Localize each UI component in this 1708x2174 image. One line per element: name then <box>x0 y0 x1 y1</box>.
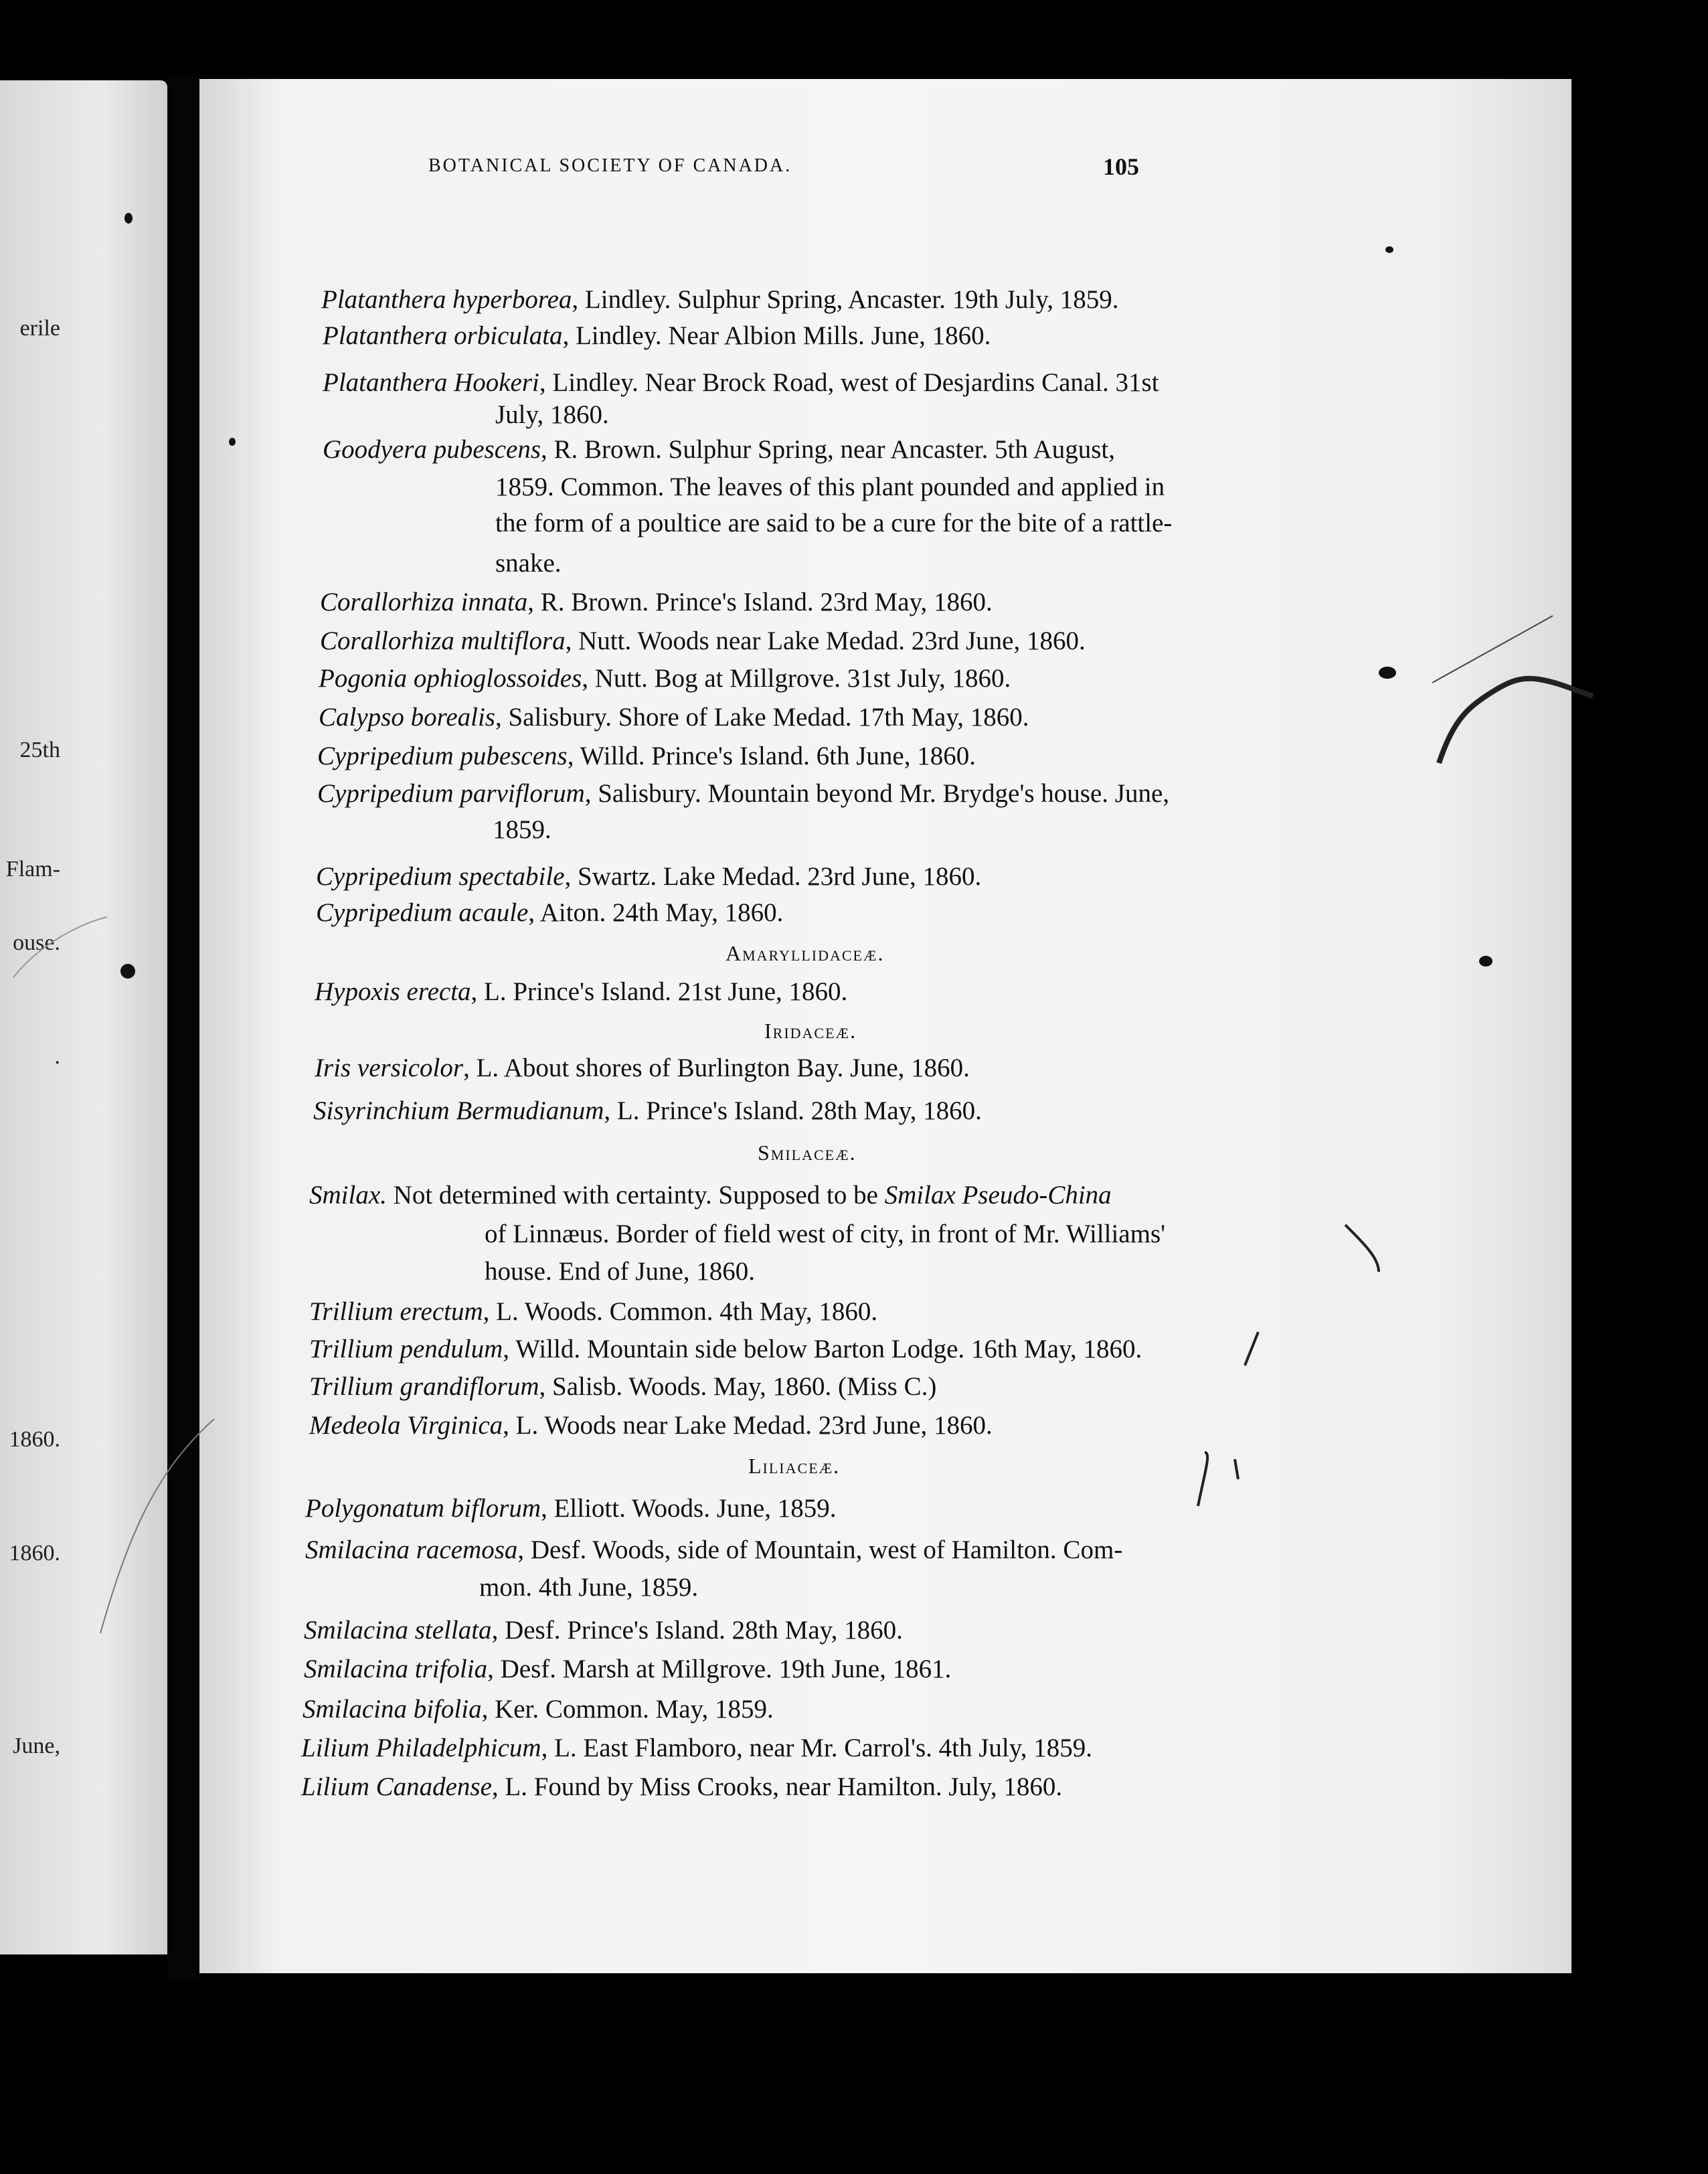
left-fragment: 1860. <box>9 1541 60 1566</box>
species-name: Hypoxis erecta <box>315 977 471 1006</box>
species-name: Trillium pendulum <box>309 1335 503 1363</box>
species-name: Lilium Canadense <box>301 1772 492 1801</box>
species-name: Platanthera orbiculata <box>323 321 563 350</box>
pen-mark-tick <box>1198 1452 1238 1506</box>
pen-mark-check <box>1345 1225 1379 1272</box>
species-name: Platanthera hyperborea <box>321 285 572 314</box>
left-fragment: ouse. <box>13 930 60 955</box>
species-name: Platanthera Hookeri <box>323 368 539 397</box>
entry-line: Cypripedium pubescens, Willd. Prince's Island. 6th June, 1860. <box>317 742 976 770</box>
entry-line: Calypso borealis, Salisbury. Shore of Lake Medad. 17th May, 1860. <box>319 703 1029 732</box>
entry-continuation: of Linnæus. Border of field west of city, in front of Mr. Williams' <box>485 1220 1166 1248</box>
entry-line: Trillium erectum, L. Woods. Common. 4th May, 1860. <box>309 1297 878 1326</box>
page-number: 105 <box>1103 153 1139 180</box>
running-head: BOTANICAL SOCIETY OF CANADA. <box>428 155 792 176</box>
entry-continuation: 1859. Common. The leaves of this plant pounded and applied in <box>495 473 1165 501</box>
left-fragment: erile <box>19 316 60 341</box>
entry-line: Pogonia ophioglossoides, Nutt. Bog at Millgrove. 31st July, 1860. <box>319 664 1011 693</box>
pen-mark-left-2 <box>13 917 107 977</box>
entry-line: Goodyera pubescens, R. Brown. Sulphur Spring, near Ancaster. 5th August, <box>323 435 1115 464</box>
entry-line: Smilacina trifolia, Desf. Marsh at Millgrove. 19th June, 1861. <box>304 1655 952 1683</box>
ink-blot <box>120 964 135 979</box>
entry-line: Cypripedium parviflorum, Salisbury. Mountain beyond Mr. Brydge's house. June, <box>317 779 1170 808</box>
species-name: Iris versicolor <box>315 1054 464 1082</box>
species-name: Pogonia ophioglossoides <box>319 664 582 693</box>
family-heading: Iridaceæ. <box>764 1019 857 1043</box>
entry-line: Platanthera orbiculata, Lindley. Near Albion Mills. June, 1860. <box>323 321 991 350</box>
entry-line: Cypripedium acaule, Aiton. 24th May, 1860. <box>316 898 784 927</box>
left-fragment: June, <box>13 1734 60 1758</box>
species-name: Smilacina trifolia <box>304 1655 488 1683</box>
entry-line: Platanthera Hookeri, Lindley. Near Brock Road, west of Desjardins Canal. 31st <box>323 368 1159 397</box>
family-heading: Smilaceæ. <box>758 1141 857 1165</box>
entry-line: Platanthera hyperborea, Lindley. Sulphur Spring, Ancaster. 19th July, 1859. <box>321 285 1119 314</box>
left-fragment: 1860. <box>9 1427 60 1452</box>
ink-blot <box>1479 956 1492 967</box>
pen-mark-squiggle <box>1439 679 1593 763</box>
entry-line: Sisyrinchium Bermudianum, L. Prince's Island. 28th May, 1860. <box>313 1096 982 1125</box>
entry-continuation: house. End of June, 1860. <box>485 1257 756 1286</box>
ink-blot <box>124 213 133 224</box>
ink-blot <box>1379 667 1396 679</box>
entry-line: Lilium Canadense, L. Found by Miss Crooks, near Hamilton. July, 1860. <box>301 1772 1063 1801</box>
species-name: Cypripedium acaule <box>316 898 529 927</box>
pen-mark-left <box>100 1419 214 1633</box>
entry-line: Smilacina stellata, Desf. Prince's Island. 28th May, 1860. <box>304 1616 903 1645</box>
species-name: Medeola Virginica <box>309 1411 503 1440</box>
entry-line: Cypripedium spectabile, Swartz. Lake Medad. 23rd June, 1860. <box>316 862 982 891</box>
family-heading: Liliaceæ. <box>748 1454 841 1478</box>
species-name: Smilax. <box>309 1181 387 1209</box>
entry-continuation: mon. 4th June, 1859. <box>479 1573 699 1602</box>
left-fragment: . <box>54 1044 60 1069</box>
left-fragment: 25th <box>19 738 60 762</box>
species-name: Corallorhiza multiflora <box>320 626 566 655</box>
species-name: Smilacina bifolia <box>303 1695 482 1724</box>
entry-line: Trillium grandiflorum, Salisb. Woods. May, 1860. (Miss C.) <box>309 1372 937 1401</box>
entry-line: Corallorhiza innata, R. Brown. Prince's Island. 23rd May, 1860. <box>320 588 993 616</box>
species-name: Sisyrinchium Bermudianum <box>313 1096 604 1125</box>
species-name: Cypripedium parviflorum <box>317 779 585 808</box>
species-name: Smilacina stellata <box>304 1616 492 1645</box>
entry-line: Smilacina racemosa, Desf. Woods, side of Mountain, west of Hamilton. Com- <box>305 1535 1123 1564</box>
entry-continuation: snake. <box>495 549 562 578</box>
left-fragment: Flam- <box>5 857 60 882</box>
entry-line: Smilacina bifolia, Ker. Common. May, 1859. <box>303 1695 774 1724</box>
ink-blot <box>229 438 236 446</box>
entry-line: Hypoxis erecta, L. Prince's Island. 21st June, 1860. <box>315 977 848 1006</box>
entry-line: Corallorhiza multiflora, Nutt. Woods near Lake Medad. 23rd June, 1860. <box>320 626 1086 655</box>
species-name: Trillium grandiflorum <box>309 1372 539 1401</box>
entry-continuation: July, 1860. <box>495 400 609 429</box>
species-name: Cypripedium spectabile <box>316 862 565 891</box>
species-name: Goodyera pubescens <box>323 435 541 464</box>
entry-continuation: the form of a poultice are said to be a cure for the bite of a rattle- <box>495 509 1173 537</box>
ink-blot <box>1385 246 1393 253</box>
species-name: Polygonatum biflorum <box>305 1494 541 1523</box>
entry-line: Iris versicolor, L. About shores of Burlington Bay. June, 1860. <box>315 1054 970 1082</box>
entry-line: Medeola Virginica, L. Woods near Lake Medad. 23rd June, 1860. <box>309 1411 993 1440</box>
entry-continuation: 1859. <box>493 815 551 844</box>
entry-line: Trillium pendulum, Willd. Mountain side below Barton Lodge. 16th May, 1860. <box>309 1335 1142 1363</box>
family-heading: Amaryllidaceæ. <box>725 941 885 965</box>
species-name: Cypripedium pubescens <box>317 742 568 770</box>
entry-line: Smilax. Not determined with certainty. Supposed to be Smilax Pseudo-China <box>309 1181 1112 1209</box>
pen-mark-line <box>1432 616 1553 683</box>
entry-line: Polygonatum biflorum, Elliott. Woods. June, 1859. <box>305 1494 837 1523</box>
species-name: Trillium erectum <box>309 1297 483 1326</box>
species-name: Calypso borealis <box>319 703 495 732</box>
pen-mark-slash <box>1245 1332 1258 1365</box>
species-name: Lilium Philadelphicum <box>301 1734 541 1762</box>
species-name: Smilax Pseudo-China <box>884 1181 1112 1209</box>
entry-line: Lilium Philadelphicum, L. East Flamboro, near Mr. Carrol's. 4th July, 1859. <box>301 1734 1092 1762</box>
species-name: Smilacina racemosa <box>305 1535 518 1564</box>
species-name: Corallorhiza innata <box>320 588 528 616</box>
